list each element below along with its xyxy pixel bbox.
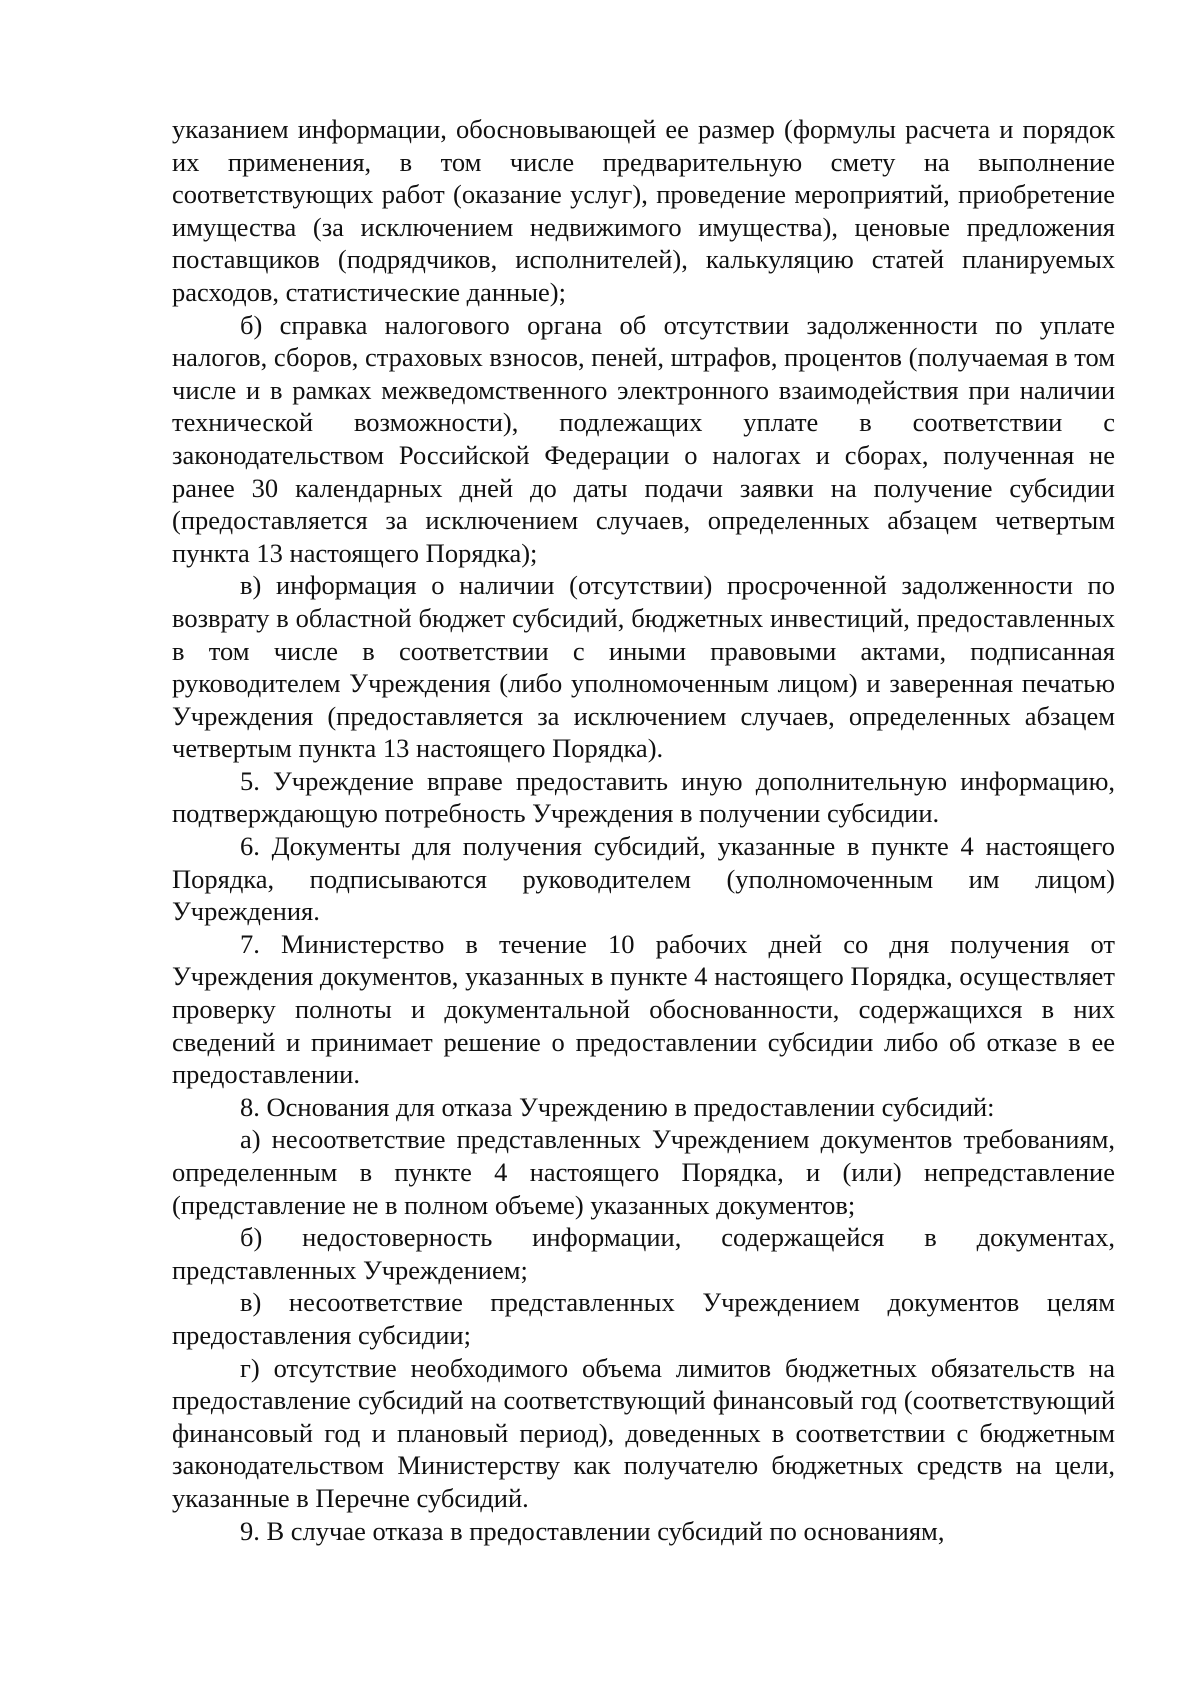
paragraph-item-b-tax-certificate: б) справка налогового органа об отсутствии задолженности по уплате налогов, сборов, страховых взносов, пеней, штрафов, процентов (получаемая в том числе и в рамках межведомственного электронного взаимодействия при наличии технической возможности), подлежащих уплате в соответствии с законодательством Российской Федерации о налогах и сборах, полученная не ранее 30 календарных дней до даты подачи заявки на получение субсидии (предоставляется за исключением случаев, определенных абзацем четвертым пункта 13 настоящего Порядка); [172,309,1115,568]
paragraph-clause-8-item-v: в) несоответствие представленных Учреждением документов целям предоставления субсидии; [172,1287,1115,1350]
paragraph-clause-8-item-a: а) несоответствие представленных Учреждением документов требованиям, определенным в пункте 4 настоящего Порядка, и (или) непредставление (представление не в полном объеме) указанных документов; [172,1124,1115,1220]
paragraph-clause-6: 6. Документы для получения субсидий, указанные в пункте 4 настоящего Порядка, подписываются руководителем (уполномоченным им лицом) Учреждения. [172,831,1115,927]
paragraph-clause-9: 9. В случае отказа в предоставлении субсидий по основаниям, [240,1515,945,1546]
paragraph-clause-7: 7. Министерство в течение 10 рабочих дней со дня получения от Учреждения документов, указанных в пункте 4 настоящего Порядка, осуществляет проверку полноты и документальной обоснованности, содержащихся в них сведений и принимает решение о предоставлении субсидии либо об отказе в ее предоставлении. [172,928,1115,1090]
paragraph-clause-8: 8. Основания для отказа Учреждению в предоставлении субсидий: [240,1091,995,1122]
paragraph-clause-5: 5. Учреждение вправе предоставить иную дополнительную информацию, подтверждающую потребность Учреждения в получении субсидии. [172,765,1115,829]
document-body [172,113,1115,1547]
paragraph-clause-8-item-b: б) недостоверность информации, содержащейся в документах, представленных Учреждением; [172,1222,1115,1285]
paragraph-clause-8-item-g: г) отсутствие необходимого объема лимитов бюджетных обязательств на предоставление субсидий на соответствующий финансовый год (соответствующий финансовый год и плановый период), доведенных в соответствии с бюджетным законодательством Министерству как получателю бюджетных средств на цели, указанные в Перечне субсидий. [172,1352,1115,1513]
paragraph-continuation: указанием информации, обосновывающей ее размер (формулы расчета и порядок их применения, в том числе предварительную смету на выполнение соответствующих работ (оказание услуг), проведение мероприятий, приобретение имущества (за исключением недвижимого имущества), ценовые предложения поставщиков (подрядчиков, исполнителей), калькуляцию статей планируемых расходов, статистические данные); [172,114,1115,307]
paragraph-item-v-debt-information: в) информация о наличии (отсутствии) просроченной задолженности по возврату в областной бюджет субсидий, бюджетных инвестиций, предоставленных в том числе в соответствии с иными правовыми актами, подписанная руководителем Учреждения (либо уполномоченным лицом) и заверенная печатью Учреждения (предоставляется за исключением случаев, определенных абзацем четвертым пункта 13 настоящего Порядка). [172,570,1115,764]
